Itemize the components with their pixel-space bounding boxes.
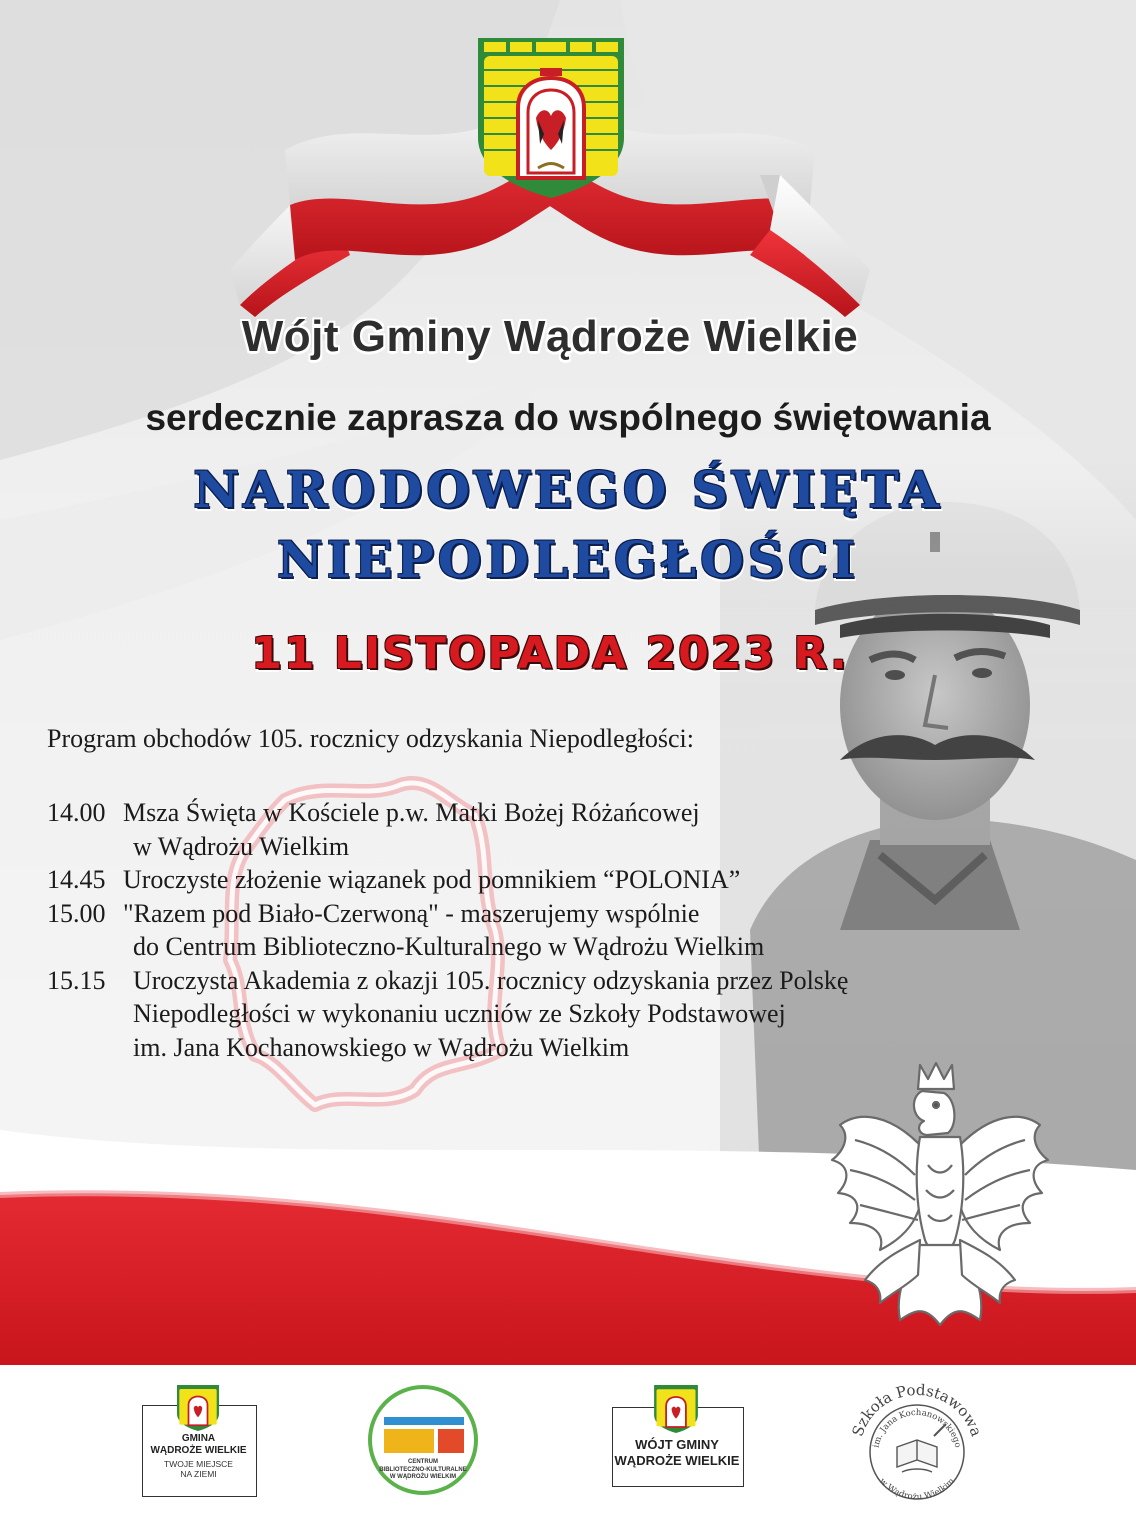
wojt-name <box>612 1437 742 1469</box>
coat-of-arms-icon <box>478 38 624 198</box>
program-time: 14.00 <box>47 798 106 827</box>
centrum-name-line: CENTRUM <box>408 1459 438 1465</box>
gmina-tag-line: NA ZIEMI <box>180 1469 217 1479</box>
program-line: Msza Święta w Kościele p.w. Matki Bożej Różańcowej <box>123 798 700 827</box>
program-text <box>123 796 1107 863</box>
szkola-patron-arc: im. Jana Kochanowskiego <box>871 1407 963 1449</box>
centrum-logo-shape <box>384 1417 464 1425</box>
gmina-logo <box>142 1385 257 1497</box>
gmina-name-line: GMINA <box>181 1433 216 1444</box>
program-line: im. Jana Kochanowskiego w Wądrożu Wielkim <box>133 1032 630 1062</box>
program-line: Uroczysta Akademia z okazji 105. rocznicy odzyskania przez Polskę <box>133 965 849 995</box>
program-time: 14.45 <box>47 865 106 894</box>
program-line: w Wądrożu Wielkim <box>133 831 350 861</box>
gmina-name-line: WĄDROŻE WIELKIE <box>150 1445 247 1456</box>
program-text <box>123 964 1107 1065</box>
szkola-name-arc: Szkoła Podstawowa <box>848 1380 986 1439</box>
gmina-tag-line: TWOJE MIEJSCE <box>164 1459 233 1469</box>
program-text <box>123 863 1107 897</box>
centrum-logo-shape <box>384 1429 434 1453</box>
title-invitation: serdecznie zaprasza do wspólnego świętowania <box>145 397 991 438</box>
szkola-logo <box>842 1372 992 1510</box>
program-item <box>47 796 1107 863</box>
program-line: "Razem pod Biało-Czerwoną" - maszerujemy wspólnie <box>123 898 700 928</box>
program-line: Niepodległości w wykonaniu uczniów ze Szkoły Podstawowej <box>133 999 786 1028</box>
coat-of-arms-icon <box>176 1385 220 1431</box>
coat-of-arms-icon <box>653 1385 699 1433</box>
program-line: Uroczyste złożenie wiązanek pod pomnikiem “POLONIA” <box>123 865 741 894</box>
szkola-place-arc: w Wądrożu Wielkim <box>877 1476 957 1503</box>
gmina-tagline <box>142 1459 255 1479</box>
wojt-name-line: WÓJT GMINY <box>635 1437 719 1452</box>
wojt-logo <box>612 1385 744 1485</box>
program-time: 15.15 <box>47 965 106 995</box>
centrum-name <box>372 1459 474 1482</box>
program-text <box>123 897 1107 964</box>
title-holiday-line2: NIEPODLEGŁOŚCI <box>276 530 860 589</box>
program-item <box>47 897 1107 964</box>
centrum-name-line: W WĄDROŻU WIELKIM <box>389 1474 457 1480</box>
program-section <box>47 722 1107 1064</box>
wojt-name-line: WĄDROŻE WIELKIE <box>614 1453 740 1468</box>
centrum-logo-shape <box>438 1429 464 1453</box>
program-item <box>47 964 1107 1065</box>
title-organizer: Wójt Gminy Wądroże Wielkie <box>241 312 859 361</box>
program-time: 15.00 <box>47 898 106 928</box>
program-item <box>47 863 1107 897</box>
gmina-name <box>142 1433 255 1457</box>
centrum-name-line: BIBLIOTECZNO-KULTURALNE <box>379 1466 467 1473</box>
program-line: do Centrum Biblioteczno-Kulturalnego w Wądrożu Wielkim <box>133 932 765 961</box>
white-eagle-emblem <box>820 1055 1060 1355</box>
title-holiday-line1: NARODOWEGO ŚWIĘTA <box>193 460 943 519</box>
event-date: 11 LISTOPADA 2023 R. <box>251 628 849 679</box>
program-heading: Program obchodów 105. rocznicy odzyskania Niepodległości: <box>47 724 694 753</box>
centrum-logo <box>368 1385 478 1495</box>
